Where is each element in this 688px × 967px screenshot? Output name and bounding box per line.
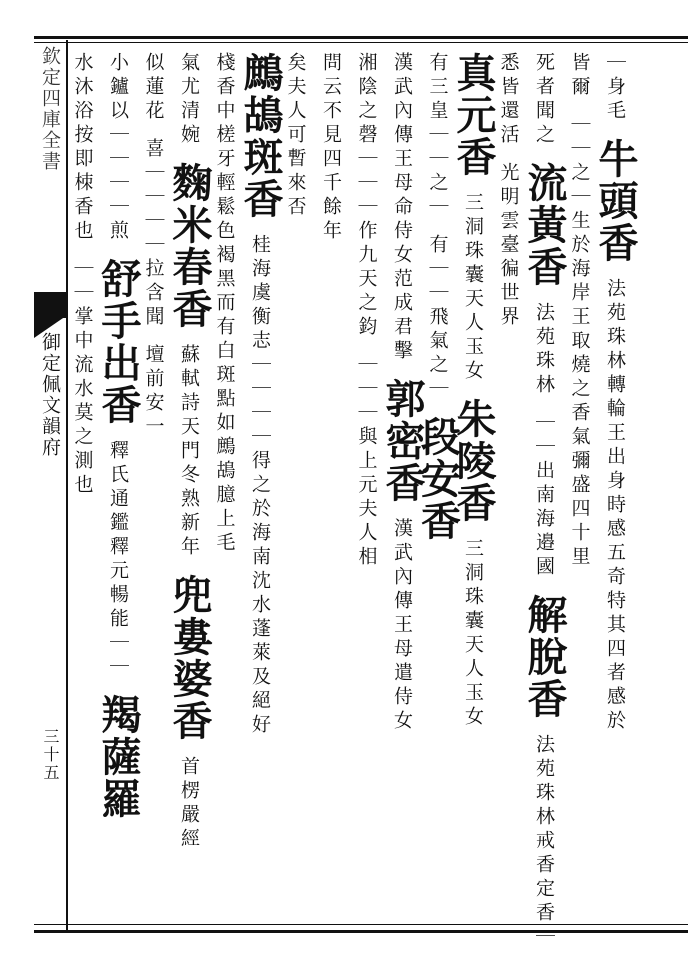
entry-text: 首楞嚴經 [178, 756, 200, 852]
entry-text: 湘陰之磬｜｜｜作九天之鈞 [355, 52, 378, 340]
entry-text: 氣尤清婉 [178, 52, 200, 148]
entry-text: 水沐浴按即栜香也 [71, 52, 94, 244]
spacer [113, 680, 123, 694]
margin-book-title: 御定佩文韻府 [39, 332, 61, 458]
entry-text: 喜｜｜｜｜拉含聞 [142, 138, 165, 330]
spacer [468, 524, 478, 538]
entry-text: 壇前安一 [142, 344, 165, 440]
top-border-rule [34, 36, 688, 39]
entry-headword: 段安香 [414, 416, 462, 542]
bottom-border-rule [34, 930, 688, 933]
spacer [539, 148, 549, 162]
spacer [397, 504, 407, 518]
entry-text: 法苑珠林轉輪王出身時感五奇特其四者感於 [604, 278, 626, 734]
entry-text: ｜｜｜與上元夫人相 [355, 354, 378, 570]
spacer [575, 100, 585, 114]
entry-text: 三洞珠囊天人玉女 [462, 192, 484, 384]
spacer [539, 398, 549, 412]
entry-text: ｜身毛 [604, 52, 626, 124]
spacer [149, 124, 159, 138]
entry-text: ｜｜之｜生於海岸王取燒之香氣彌盛四十里 [568, 114, 591, 570]
spacer [184, 330, 194, 344]
spacer [504, 148, 514, 162]
entry-text: 棧香中槎牙輕鬆色褐黑而有白斑點如鷓鴣臆上毛 [213, 52, 236, 556]
entry-text: 三洞珠囊天人玉女 [462, 538, 484, 730]
entry-text: 法苑珠林 [533, 302, 555, 398]
spacer [184, 560, 194, 574]
spacer [433, 402, 443, 416]
spacer [184, 742, 194, 756]
spacer [468, 384, 478, 398]
spacer [433, 220, 443, 234]
entry-headword: 流黃香 [521, 162, 568, 288]
entry-headword: 牛頭香 [592, 138, 639, 264]
spacer [610, 264, 620, 278]
margin-series-title: 欽定四庫全書 [39, 46, 61, 172]
spacer [184, 148, 194, 162]
entry-text: 漢武內傳王母命侍女范成君擊 [391, 52, 413, 364]
entry-headword: 真元香 [450, 52, 497, 178]
entry-text: 光明雲臺徧世界 [497, 162, 520, 330]
spacer [78, 244, 88, 258]
entry-text: ｜｜掌中流水莫之測也 [71, 258, 94, 498]
spacer [539, 720, 549, 734]
entry-text: 桂海虞衡志｜｜｜｜得之於海南沈水蓬萊及絕好 [249, 234, 271, 738]
entry-text: 漢武內傳王母遣侍女 [391, 518, 413, 734]
spacer [149, 330, 159, 344]
entry-text: 小鑪以｜｜｜｜煎 [107, 52, 129, 244]
entry-text: 矣夫人可暫來否 [284, 52, 307, 220]
spacer [539, 580, 549, 594]
entry-headword: 麴米春香 [166, 162, 213, 330]
entry-headword: 解脫香 [521, 594, 568, 720]
entry-headword: 羯薩羅 [95, 694, 142, 820]
spacer [539, 288, 549, 302]
entry-text: 問云不見四千餘年 [320, 52, 342, 244]
entry-headword: 朱陵香 [450, 398, 497, 524]
bottom-inner-rule [34, 924, 688, 925]
spacer [113, 426, 123, 440]
spacer [468, 178, 478, 192]
entry-text: 蘇軾詩天門冬熟新年 [178, 344, 200, 560]
entry-text: 死者聞之 [533, 52, 555, 148]
spacer [610, 124, 620, 138]
entry-text: 皆爾 [568, 52, 591, 100]
spacer [397, 364, 407, 378]
entry-text: 有｜｜飛氣之｜ [426, 234, 449, 402]
entry-headword: 鷓鴣斑香 [237, 52, 284, 220]
entry-headword: 兜婁婆香 [166, 574, 213, 742]
entry-headword: 郭密香 [379, 378, 426, 504]
margin-page-number: 三十五 [41, 728, 60, 782]
entry-text: 有三皇｜｜之｜ [426, 52, 449, 220]
entry-headword: 舒手出香 [95, 258, 142, 426]
spacer [255, 220, 265, 234]
entry-text: 釋氏通鑑釋元暢能｜｜ [107, 440, 129, 680]
spacer [113, 244, 123, 258]
entry-text: 似蓮花 [142, 52, 165, 124]
entry-text: ｜｜出南海邉國 [533, 412, 555, 580]
text-column-16 [56, 52, 100, 922]
top-inner-rule [34, 42, 688, 43]
spacer [362, 340, 372, 354]
entry-text: 悉皆還活 [497, 52, 520, 148]
entry-text: 法苑珠林戒香定香｜ [533, 734, 555, 950]
